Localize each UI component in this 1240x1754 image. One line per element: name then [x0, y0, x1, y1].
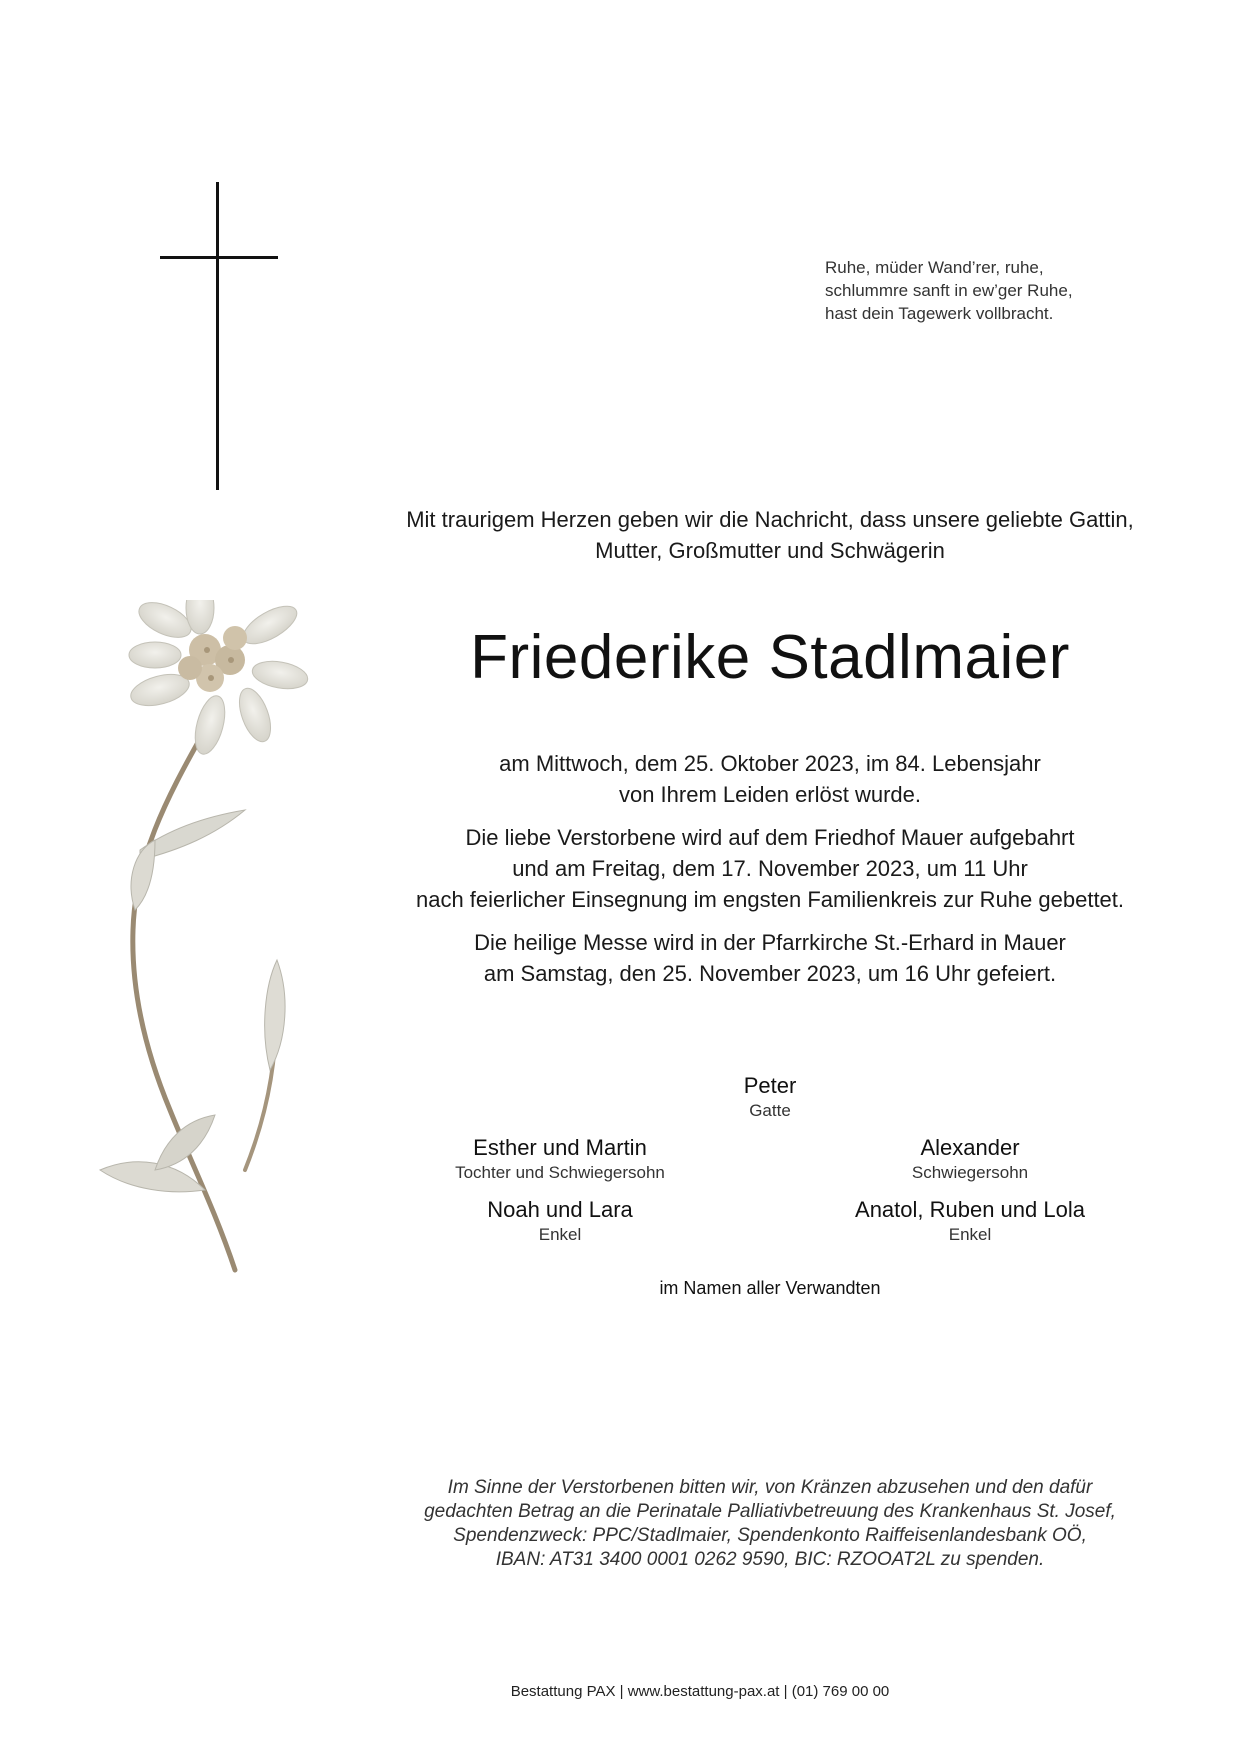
mass-paragraph: [370, 927, 1170, 989]
family-member: [390, 1134, 730, 1184]
donation-notice: [370, 1476, 1170, 1572]
donation-line: gedachten Betrag an die Perinatale Palliativbetreuung des Krankenhaus St. Josef,: [424, 1501, 1116, 1522]
intro-line: Mutter, Großmutter und Schwägerin: [595, 538, 945, 563]
death-line: am Mittwoch, dem 25. Oktober 2023, im 84. Lebensjahr: [499, 751, 1041, 776]
family-member-role: Gatte: [749, 1101, 791, 1120]
family-member-name: Noah und Lara: [487, 1197, 633, 1222]
flower-head: [127, 600, 309, 757]
poem-line: schlummre sanft in ew’ger Ruhe,: [825, 281, 1073, 300]
family-member-role: Schwiegersohn: [911, 1163, 1029, 1182]
mass-line: Die heilige Messe wird in der Pfarrkirche St.-Erhard in Mauer: [474, 930, 1066, 955]
poem-line: Ruhe, müder Wand’rer, ruhe,: [825, 258, 1044, 277]
family-member-name: Alexander: [920, 1135, 1020, 1160]
family-member-name: Peter: [743, 1073, 797, 1098]
poem: [825, 256, 1185, 325]
family-member-role: Enkel: [538, 1225, 582, 1244]
burial-paragraph: [370, 822, 1170, 915]
deceased-name: Friederike Stadlmaier: [470, 623, 1070, 692]
details-block: [370, 748, 1170, 1001]
death-line: von Ihrem Leiden erlöst wurde.: [618, 782, 922, 807]
family-member-name: Anatol, Ruben und Lola: [855, 1197, 1085, 1222]
edelweiss-flower-icon: [95, 600, 345, 1290]
family-member: [600, 1072, 940, 1122]
intro-line: Mit traurigem Herzen geben wir die Nachricht, dass unsere geliebte Gattin,: [406, 507, 1134, 532]
cross-icon: [160, 182, 278, 490]
burial-line: Die liebe Verstorbene wird auf dem Friedhof Mauer aufgebahrt: [465, 825, 1075, 850]
family-member: [800, 1134, 1140, 1184]
burial-line: und am Freitag, dem 17. November 2023, um 11 Uhr: [512, 856, 1028, 881]
donation-line: Spendenzweck: PPC/Stadlmaier, Spendenkonto Raiffeisenlandesbank OÖ,: [453, 1525, 1087, 1546]
donation-line: Im Sinne der Verstorbenen bitten wir, von Kränzen abzusehen und den dafür: [447, 1477, 1093, 1498]
mass-line: am Samstag, den 25. November 2023, um 16 Uhr gefeiert.: [483, 961, 1057, 986]
closing-text: im Namen aller Verwandten: [659, 1278, 881, 1298]
donation-line: IBAN: AT31 3400 0001 0262 9590, BIC: RZOOAT2L zu spenden.: [495, 1549, 1045, 1570]
family-member: [800, 1196, 1140, 1246]
family-member-role: Enkel: [948, 1225, 992, 1244]
poem-line: hast dein Tagewerk vollbracht.: [825, 304, 1054, 323]
burial-line: nach feierlicher Einsegnung im engsten Familienkreis zur Ruhe gebettet.: [415, 887, 1125, 912]
death-paragraph: [370, 748, 1170, 810]
cross-vertical-bar: [216, 182, 219, 490]
footer-contact: Bestattung PAX | www.bestattung-pax.at | (01) 769 00 00: [510, 1683, 890, 1700]
family-member-name: Esther und Martin: [473, 1135, 647, 1160]
family-member-role: Tochter und Schwiegersohn: [455, 1163, 665, 1182]
intro-text: [370, 504, 1170, 566]
cross-horizontal-bar: [160, 256, 278, 259]
family-member: [390, 1196, 730, 1246]
